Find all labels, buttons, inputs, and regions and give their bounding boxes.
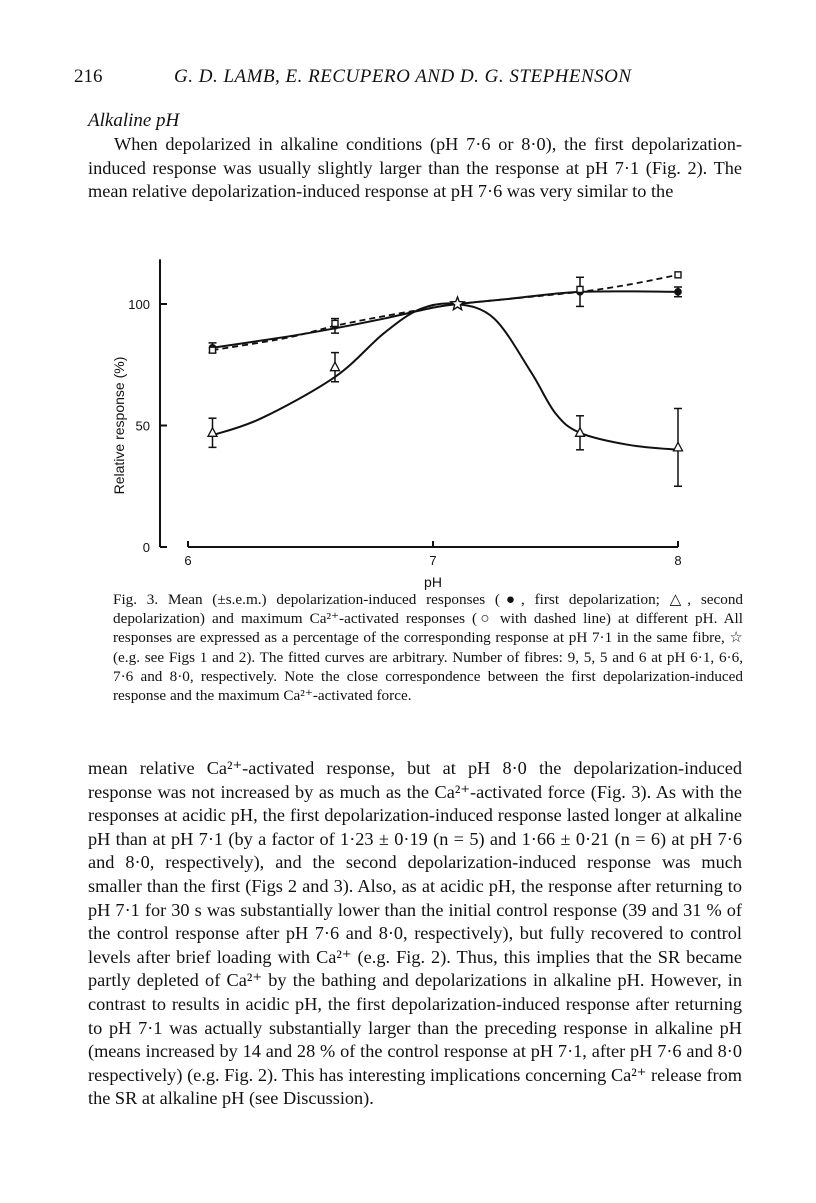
second-depolarization-curve xyxy=(213,303,679,449)
point-max-activated xyxy=(577,286,583,292)
point-second-depolarization xyxy=(208,428,217,437)
page-number: 216 xyxy=(74,66,103,87)
point-second-depolarization xyxy=(674,442,683,451)
y-axis-label: Relative response (%) xyxy=(111,356,127,495)
section-heading: Alkaline pH xyxy=(88,110,180,131)
figure-3 xyxy=(100,252,700,592)
point-max-activated xyxy=(210,347,216,353)
caption-text: Mean (±s.e.m.) depolarization-induced responses (●, first depolarization; △, second depolarization) and maximum Ca²⁺-activated responses (○ with dashed line) at different pH. All responses are expressed as a percentage of the corresponding response at pH 7·1 in the same fibre, ☆ (e.g. see Figs 1 and 2). The fitted curves are arbitrary. Number of fibres: 9, 5, 5 and 6 at pH 6·1, 6·6, 7·6 and 8·0, respectively. Note the close correspondence between the first depolarization-induced response and the maximum Ca²⁺-activated force. xyxy=(113,591,744,705)
x-tick-label: 6 xyxy=(184,553,192,568)
running-authors: G. D. LAMB, E. RECUPERO AND D. G. STEPHENSON xyxy=(174,66,632,87)
paragraph-2-text: mean relative Ca²⁺-activated response, but at pH 8·0 the depolarization-induced response was not increased by as much as the Ca²⁺-activated force (Fig. 3). As with the responses at acidic pH, the first depolarization-induced response lasted longer at alkaline pH than at pH 7·1 (by a factor of 1·23 ± 0·19 (n = 5) and 1·66 ± 0·21 (n = 6) at pH 7·6 and 8·0, respectively), and the second depolarization-induced response was much smaller than the first (Figs 2 and 3). Also, as at acidic pH, the response after returning to pH 7·1 for 30 s was substantially lower than the initial control response (39 and 31 % of the control response after pH 7·6 and 8·0, respectively), but fully recovered to control levels after brief loading with Ca²⁺ (e.g. Fig. 2). Thus, this implies that the SR became partly depleted of Ca²⁺ by the bathing and depolarizations in alkaline pH. However, in contrast to results in acidic pH, the first depolarization-induced response after returning to pH 7·1 was actually substantially larger than the preceding response in alkaline pH (means increased by 14 and 28 % of the control response at pH 7·1, after pH 7·6 and 8·0 respectively) (e.g. Fig. 2). This has interesting implications concerning Ca²⁺ release from the SR at alkaline pH (see Discussion). xyxy=(88,758,742,1109)
paragraph-1 xyxy=(88,133,742,204)
point-max-activated xyxy=(675,272,681,278)
x-tick-label: 8 xyxy=(674,553,682,568)
x-axis-label: pH xyxy=(424,574,442,590)
y-tick-label: 100 xyxy=(128,297,150,312)
figure-3-chart xyxy=(100,252,700,592)
max-activated-curve xyxy=(213,275,679,350)
y-tick-label: 0 xyxy=(142,540,150,555)
point-max-activated xyxy=(332,320,338,326)
y-tick-label: 50 xyxy=(135,418,150,434)
point-second-depolarization xyxy=(331,362,340,371)
caption-label: Fig. 3. xyxy=(113,591,159,608)
running-header xyxy=(74,66,744,92)
paragraph-1-text: When depolarized in alkaline conditions (pH 7·6 or 8·0), the first depolarization-induced response was usually slightly larger than the response at pH 7·1 (Fig. 2). The mean relative depolarization-induced response at pH 7·6 was very similar to the xyxy=(88,134,742,202)
paragraph-2 xyxy=(88,757,742,1111)
figure-caption xyxy=(113,590,743,705)
point-reference-star xyxy=(451,297,464,310)
point-first-depolarization xyxy=(674,288,682,296)
x-tick-label: 7 xyxy=(429,553,437,568)
